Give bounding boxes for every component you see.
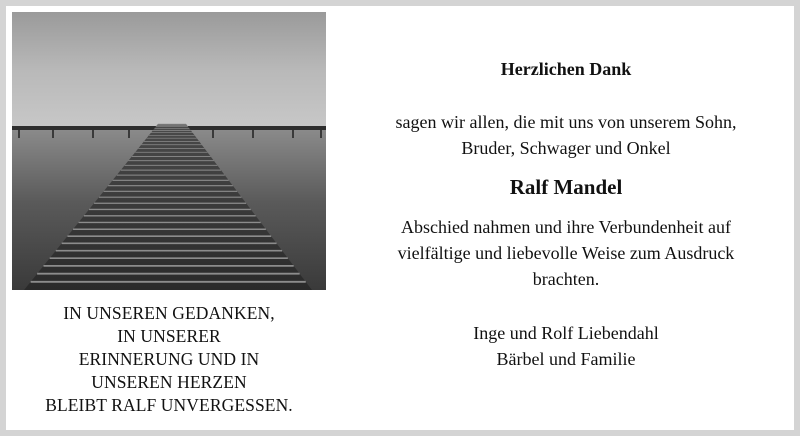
intro-line: Bruder, Schwager und Onkel	[461, 138, 671, 158]
body-line: vielfältige und liebevolle Weise zum Ausdruck	[397, 243, 735, 263]
thanks-heading: Herzlichen Dank	[500, 59, 632, 79]
body-line: Abschied nahmen und ihre Verbundenheit auf	[400, 217, 732, 237]
quote-line: IN UNSERER	[117, 326, 221, 346]
signers	[346, 320, 786, 372]
signer-line: Inge und Rolf Liebendahl	[473, 323, 659, 343]
quote-line: BLEIBT RALF UNVERGESSEN.	[45, 395, 293, 415]
thanks-body	[346, 214, 786, 292]
intro-line: sagen wir allen, die mit uns von unserem Sohn,	[395, 112, 737, 132]
quote-line: ERINNERUNG UND IN	[78, 349, 260, 369]
pier-icon	[12, 12, 326, 290]
thanks-intro	[346, 109, 786, 161]
body-line: brachten.	[532, 269, 600, 289]
quote-line: UNSEREN HERZEN	[91, 372, 247, 392]
quote-line: IN UNSEREN GEDANKEN,	[63, 303, 275, 323]
memorial-quote	[12, 302, 326, 417]
pier-photo	[12, 12, 326, 290]
deceased-name: Ralf Mandel	[509, 175, 623, 199]
signer-line: Bärbel und Familie	[496, 349, 636, 369]
